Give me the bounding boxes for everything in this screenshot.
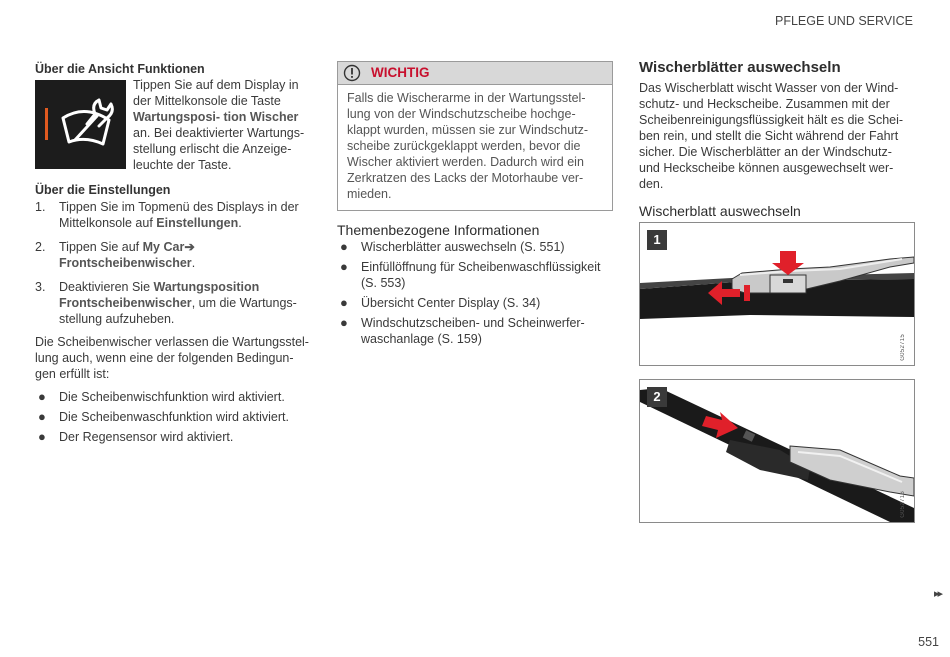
list-item <box>35 409 310 425</box>
wiper-wrench-icon <box>35 80 126 169</box>
step-number: 2. <box>35 240 46 254</box>
related-links-list <box>337 239 611 351</box>
maintenance-button-image <box>35 80 126 169</box>
text-line: Wischer aktiviert werden. Dadurch wird ein <box>347 155 584 169</box>
figure-number-badge: 1 <box>647 230 667 250</box>
warning-box <box>337 61 613 211</box>
bullet: ● <box>340 295 348 310</box>
list-item-text: Die Scheibenwaschfunktion wird aktiviert. <box>59 410 289 424</box>
bullet: ● <box>38 389 46 404</box>
step-item <box>35 239 310 271</box>
figure-number-badge: 2 <box>647 387 667 407</box>
related-link[interactable] <box>337 295 611 311</box>
setting-name: Wartungsposition Frontscheibenwischer <box>59 280 260 310</box>
figure-2 <box>639 379 915 523</box>
warning-body <box>338 85 612 210</box>
text-line: den. <box>639 177 664 191</box>
step-number: 3. <box>35 280 46 294</box>
text-line: Tippen Sie im Topmenü des Displays in der <box>59 200 299 214</box>
link-text[interactable]: Windschutzscheiben- und Scheinwerfer- <box>361 316 585 330</box>
text-line: sicher. Die Wischerblätter an der Windschutz- <box>639 145 892 159</box>
list-item-text: Die Scheibenwischfunktion wird aktiviert. <box>59 390 285 404</box>
section-header: PFLEGE UND SERVICE <box>774 14 913 28</box>
step-item <box>35 279 310 327</box>
text-line: mieden. <box>347 187 392 201</box>
text-line: stellung aufzuheben. <box>59 312 175 326</box>
text-line: lung auch, wenn eine der folgenden Bedingun- <box>35 351 294 365</box>
text-line: Falls die Wischerarme in der Wartungsstel- <box>347 91 586 105</box>
list-item <box>35 389 310 405</box>
menu-path-einstellungen: Einstellungen <box>156 216 239 230</box>
related-info-title: Themenbezogene Informationen <box>337 222 540 238</box>
figure-code: G052715 <box>900 334 906 361</box>
conditions-list <box>35 389 310 449</box>
link-text[interactable]: (S. 553) <box>361 276 406 290</box>
related-link[interactable] <box>337 315 611 347</box>
subsection-title: Wischerblatt auswechseln <box>639 203 801 219</box>
text-line: Mittelkonsole auf <box>59 216 157 230</box>
step-number: 1. <box>35 200 46 214</box>
list-item-text: Der Regensensor wird aktiviert. <box>59 430 234 444</box>
text-line: klappt wurden, müssen sie zur Windschutz- <box>347 123 589 137</box>
warning-header <box>338 62 612 85</box>
figure-1 <box>639 222 915 366</box>
text-line: Das Wischerblatt wischt Wasser von der Wind- <box>639 81 899 95</box>
text-line: der Mittelkonsole die Taste <box>133 94 281 108</box>
bullet: ● <box>38 409 46 424</box>
ansicht-text <box>133 77 313 173</box>
intro-paragraph <box>639 80 915 192</box>
menu-path-mycar: My Car <box>142 240 185 254</box>
conditions-paragraph <box>35 334 310 382</box>
text-line: Scheibenreinigungsflüssigkeit hält es die Schei- <box>639 113 904 127</box>
text-line: Tippen Sie auf <box>59 240 143 254</box>
figure-code: G052716 <box>900 491 906 518</box>
punctuation: . <box>191 256 196 270</box>
related-link[interactable] <box>337 259 611 291</box>
wiper-blade-illustration-2 <box>640 380 914 522</box>
bullet: ● <box>340 315 348 330</box>
link-text[interactable]: Übersicht Center Display (S. 34) <box>361 296 541 310</box>
link-text[interactable]: Einfüllöffnung für Scheibenwaschflüssigkeit <box>361 260 601 274</box>
text-line: , um die Wartungs- <box>191 296 297 310</box>
wiper-blade-illustration-1 <box>640 223 914 365</box>
continue-marker: ▸▸ <box>933 588 941 600</box>
warning-title: WICHTIG <box>371 65 430 80</box>
text-line: lung von der Windschutzscheibe hochge- <box>347 107 576 121</box>
settings-steps <box>35 199 310 331</box>
text-line: leuchte der Taste. <box>133 158 232 172</box>
punctuation: . <box>238 216 242 230</box>
bullet: ● <box>340 259 348 274</box>
list-item <box>35 429 310 445</box>
text-line: schutz- und Heckscheibe. Zusammen mit der <box>639 97 890 111</box>
text-line: Die Scheibenwischer verlassen die Wartungsstel- <box>35 335 309 349</box>
text-line: an. Bei deaktivierter Wartungs- <box>133 126 305 140</box>
arrow-right-icon: ➔ <box>184 240 195 254</box>
text-line: ben rein, und stellt die Sicht während der Fahrt <box>639 129 899 143</box>
related-link[interactable] <box>337 239 611 255</box>
text-line: Zerkratzen des Lacks der Motorhaube ver- <box>347 171 584 185</box>
text-line: stellung erlischt die Anzeige- <box>133 142 292 156</box>
menu-path-frontscheibenwischer: Frontscheibenwischer <box>59 256 192 270</box>
exclamation-circle-icon <box>343 64 361 82</box>
page-number: 551 <box>918 635 939 649</box>
bullet: ● <box>38 429 46 444</box>
step-item <box>35 199 310 231</box>
text-line: und Heckscheibe können ausgewechselt wer- <box>639 161 894 175</box>
section-title-ansicht: Über die Ansicht Funktionen <box>35 62 205 76</box>
link-text[interactable]: waschanlage (S. 159) <box>361 332 482 346</box>
button-name-text: Wartungsposi- tion Wischer <box>133 110 299 124</box>
bullet: ● <box>340 239 348 254</box>
text-line: scheibe zurückgeklappt werden, bevor die <box>347 139 581 153</box>
text-line: gen erfüllt ist: <box>35 367 110 381</box>
page-title: Wischerblätter auswechseln <box>639 59 841 76</box>
text-line: Deaktivieren Sie <box>59 280 154 294</box>
text-line: Tippen Sie auf dem Display in <box>133 78 299 92</box>
section-title-einstellungen: Über die Einstellungen <box>35 183 171 197</box>
link-text[interactable]: Wischerblätter auswechseln (S. 551) <box>361 240 565 254</box>
